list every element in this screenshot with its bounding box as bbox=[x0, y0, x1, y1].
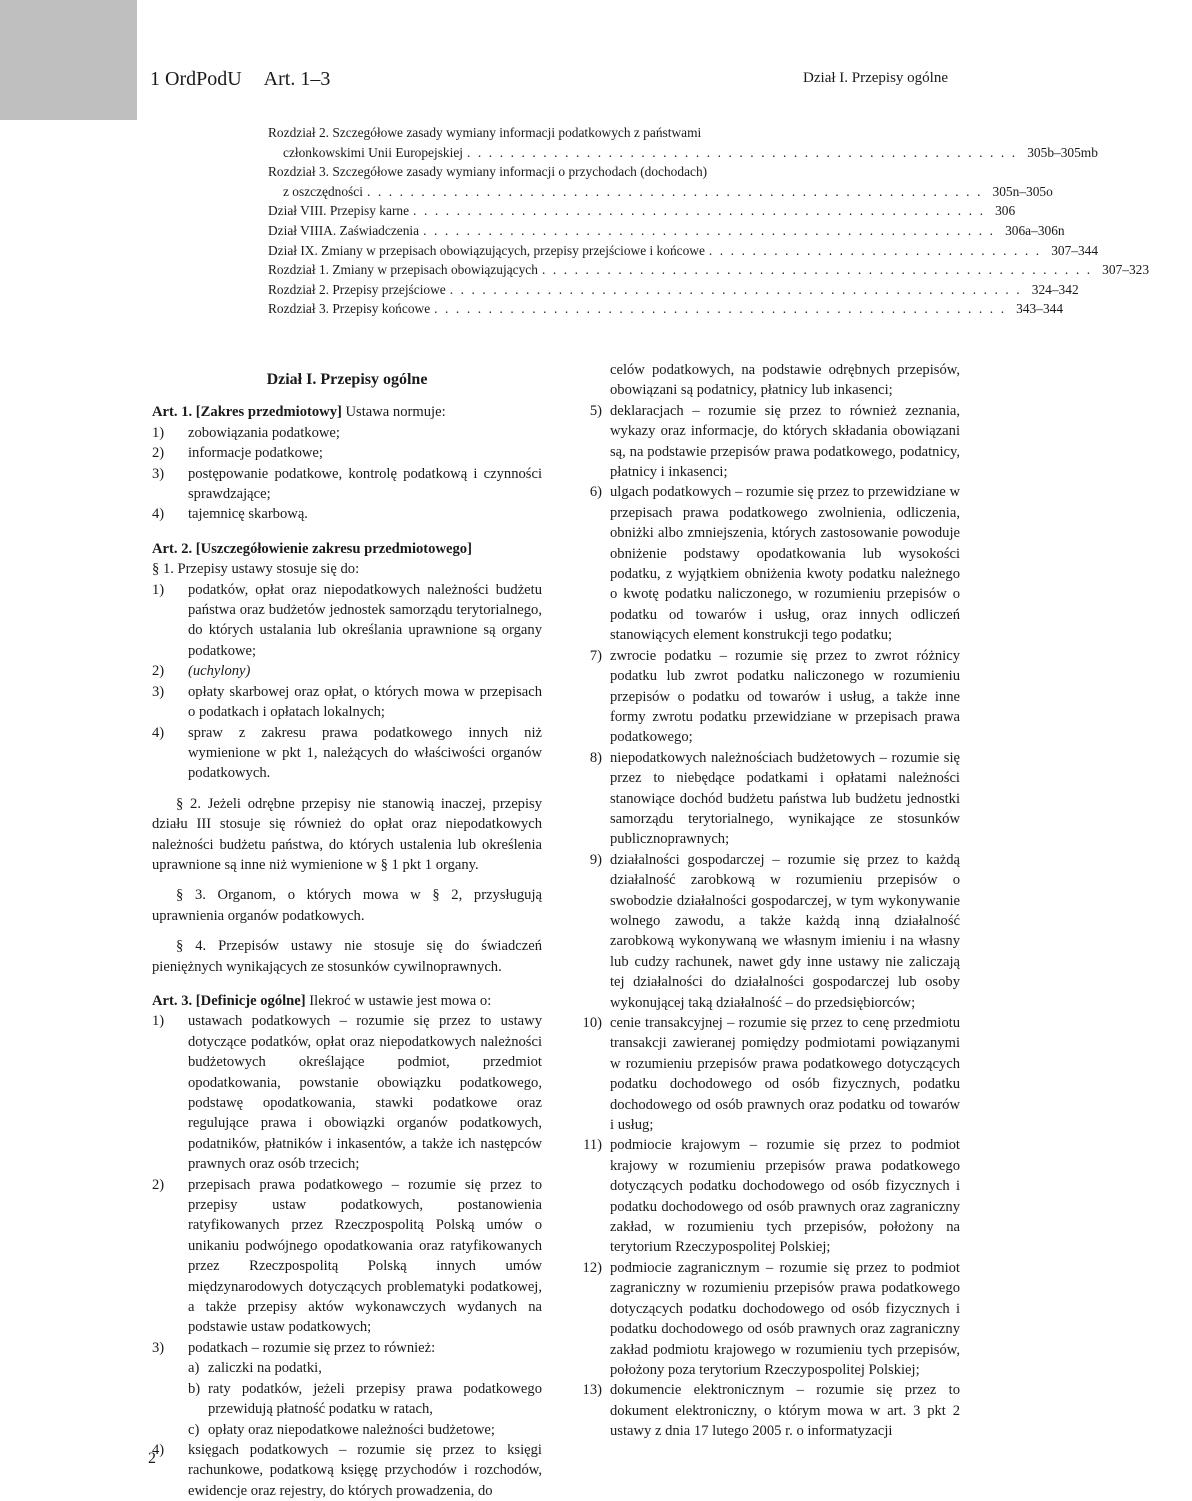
toc-page: 307–323 bbox=[1102, 262, 1150, 278]
continued-text: celów podatkowych, na podstawie odrębnych przepisów, obowiązani są podatnicy, płatnicy lub inkasenci; bbox=[610, 362, 960, 399]
toc-entry-title: Dział VIII. Przepisy karne bbox=[268, 203, 410, 219]
page-corner-tab bbox=[0, 0, 137, 120]
sub-list-item bbox=[188, 1379, 542, 1420]
list-item bbox=[152, 423, 542, 443]
item-number: 7) bbox=[589, 647, 602, 664]
item-number: 12) bbox=[582, 1259, 602, 1276]
list-item bbox=[152, 1011, 542, 1174]
item-number: 2) bbox=[152, 1176, 165, 1193]
article-number: 3. bbox=[181, 992, 193, 1009]
paragraph-4: § 4. Przepisów ustawy nie stosuje się do świadczeń pieniężnych wynikających ze stosunków cywilnoprawnych. bbox=[152, 938, 542, 975]
toc-entry-line: Rozdział 3. Szczegółowe zasady wymiany informacji o przychodach (dochodach) bbox=[268, 164, 708, 180]
item-text: cenie transakcyjnej – rozumie się przez to cenę przedmiotu transakcji zawieranej pomiędzy podmiotami powiązanymi w rozumieniu przepisów prawa podatkowego dotyczących podatku dochodowego od osób fizycznych, podatku dochodowego od osób prawnych oraz podatku od towarów i usług; bbox=[610, 1015, 960, 1134]
paragraph-1-intro: § 1. Przepisy ustawy stosuje się do: bbox=[152, 561, 360, 578]
list-item bbox=[568, 646, 960, 748]
toc-leader: . . . . . . . . . . . . . . . . . . . . . . . . . . . . . . . . . . . . . . . . . . . . . . . . . . . . . . . . . bbox=[366, 183, 983, 199]
article-range: Art. 1–3 bbox=[263, 68, 331, 90]
act-abbreviation: 1 OrdPodU bbox=[150, 68, 242, 90]
article-title: [Zakres przedmiotowy] bbox=[195, 404, 342, 421]
item-text: działalności gospodarczej – rozumie się przez to każdą działalność zarobkową w rozumieniu przepisów o swobodzie działalności gospodarczej, w tym wykonywanie wolnego zawodu, a także każdą inną działalność zarobkową wykonywaną we własnym imieniu i na własny lub cudzy rachunek, nawet gdy inne ustawy nie zaliczają tej działalności do działalności gospodarczej lub osoby wykonującej taką działalność – do przedsiębiorców; bbox=[610, 851, 960, 1011]
item-text: zobowiązania podatkowe; bbox=[188, 424, 340, 441]
item-number: 3) bbox=[152, 683, 165, 700]
section-heading: Dział I. Przepisy ogólne bbox=[266, 371, 428, 388]
toc-page: 306 bbox=[995, 203, 1016, 219]
item-text: zwrocie podatku – rozumie się przez to zwrot różnicy podatku lub zwrot podatku naliczonego w rozumieniu przepisów o podatku od towarów i usług, a także inne formy zwrotu podatku przewidziane w przepisach prawa podatkowego; bbox=[610, 647, 960, 746]
running-header-left bbox=[150, 68, 330, 91]
toc-entry-title: Rozdział 3. Przepisy końcowe bbox=[268, 301, 431, 317]
toc-page: 306a–306n bbox=[1005, 222, 1065, 238]
running-header-right: Dział I. Przepisy ogólne bbox=[803, 70, 948, 86]
left-column bbox=[152, 360, 542, 1501]
toc-entry bbox=[268, 280, 1079, 300]
item-number: 1) bbox=[152, 424, 165, 441]
right-column bbox=[568, 360, 960, 1442]
toc-entry-title: Rozdział 2. Przepisy przejściowe bbox=[268, 281, 446, 297]
item-number: 2) bbox=[152, 445, 165, 462]
list-item bbox=[568, 748, 960, 850]
toc-entry bbox=[268, 221, 1065, 241]
article-label: Art. bbox=[152, 540, 178, 557]
list-item bbox=[152, 723, 542, 784]
subitem-letter: b) bbox=[188, 1380, 201, 1397]
subitem-text: zaliczki na podatki, bbox=[208, 1360, 322, 1377]
article-title: [Uszczegółowienie zakresu przedmiotowego] bbox=[195, 540, 472, 557]
toc-leader: . . . . . . . . . . . . . . . . . . . . . . . . . . . . . . . . . . . . . . . . . . . . . . . . . . . . . bbox=[449, 281, 1022, 297]
item-number: 9) bbox=[589, 851, 602, 868]
item-number: 6) bbox=[589, 484, 602, 501]
list-item bbox=[568, 1135, 960, 1257]
toc-page: 324–342 bbox=[1031, 281, 1079, 297]
article-1-heading bbox=[152, 402, 542, 422]
item-text: przepisach prawa podatkowego – rozumie się przez to przepisy ustaw podatkowych, postanowienia ratyfikowanych przez Rzeczpospolitą Polską umów o unikaniu podwójnego opodatkowania oraz ratyfikowanych przez Rzeczpospolitą Polską innych umów międzynarodowych dotyczących problematyki podatkowej, a także przepisy aktów wykonawczych wydanych na podstawie ustaw podatkowych; bbox=[188, 1176, 542, 1336]
item-number: 3) bbox=[152, 465, 165, 482]
toc-page: 305b–305mb bbox=[1027, 144, 1098, 160]
table-of-contents bbox=[268, 123, 1150, 319]
article-3-heading bbox=[152, 991, 542, 1011]
article-number: 1. bbox=[181, 404, 193, 421]
toc-leader: . . . . . . . . . . . . . . . . . . . . . . . . . . . . . . . . . . . . . . . . . . . . . . . . . . . . . bbox=[423, 222, 996, 238]
item-number: 4) bbox=[152, 1441, 165, 1458]
item-number: 3) bbox=[152, 1339, 165, 1356]
article-title: [Definicje ogólne] bbox=[195, 992, 306, 1009]
subitem-text: raty podatków, jeżeli przepisy prawa podatkowego przewidują płatność podatku w ratach, bbox=[208, 1380, 542, 1418]
item-text: (uchylony) bbox=[188, 663, 251, 680]
list-item bbox=[152, 580, 542, 662]
item-number: 13) bbox=[582, 1382, 602, 1399]
list-item bbox=[152, 1440, 542, 1501]
toc-entry bbox=[268, 241, 1099, 261]
item-text: ulgach podatkowych – rozumie się przez to przewidziane w przepisach prawa podatkowego zwolnienia, odliczenia, obniżki albo zmniejszenia, których zastosowanie powoduje obniżenie podstawy opodatkowania lub wysokości podatku, z wyjątkiem obniżenia kwoty podatku należnego o kwotę podatku naliczonego, w rozumieniu przepisów o podatku od towarów i usług, oraz innych odliczeń stanowiących element konstrukcji tego podatku; bbox=[610, 484, 960, 644]
toc-leader: . . . . . . . . . . . . . . . . . . . . . . . . . . . . . . . . . . . . . . . . . . . . . . . . . . . . . bbox=[434, 301, 1007, 317]
subitem-letter: a) bbox=[188, 1360, 200, 1377]
article-label: Art. bbox=[152, 992, 178, 1009]
subitem-text: opłaty oraz niepodatkowe należności budżetowe; bbox=[208, 1421, 495, 1438]
list-item bbox=[568, 482, 960, 645]
article-label: Art. bbox=[152, 404, 178, 421]
list-item bbox=[152, 504, 542, 524]
item-number: 1) bbox=[152, 1013, 165, 1030]
item-number: 1) bbox=[152, 581, 165, 598]
list-item bbox=[152, 661, 542, 681]
list-item bbox=[152, 1175, 542, 1338]
toc-entry-line: Rozdział 2. Szczegółowe zasady wymiany informacji podatkowych z państwami bbox=[268, 125, 702, 140]
item-text: postępowanie podatkowe, kontrolę podatkową i czynności sprawdzające; bbox=[188, 465, 542, 503]
list-item bbox=[152, 682, 542, 723]
item-number: 10) bbox=[582, 1015, 602, 1031]
list-item bbox=[568, 1013, 960, 1135]
item-number: 8) bbox=[589, 749, 602, 766]
toc-entry-title: Rozdział 1. Zmiany w przepisach obowiązujących bbox=[268, 262, 538, 278]
toc-leader: . . . . . . . . . . . . . . . . . . . . . . . . . . . . . . . bbox=[708, 242, 1042, 258]
item-number: 4) bbox=[152, 506, 165, 523]
list-item bbox=[568, 1380, 960, 1441]
list-item bbox=[152, 464, 542, 505]
toc-page: 305n–305o bbox=[992, 183, 1053, 199]
subitem-letter: c) bbox=[188, 1421, 200, 1438]
page-number: 2 bbox=[148, 1450, 156, 1467]
toc-entry-title: członkowskimi Unii Europejskiej bbox=[283, 144, 464, 160]
toc-entry bbox=[268, 143, 1098, 163]
item-text: niepodatkowych należnościach budżetowych – rozumie się przez to niebędące podatkami i opłatami należności stanowiące dochód budżetu państwa lub budżetu jednostki samorządu terytorialnego, wynikające ze stosunków publicznoprawnych; bbox=[610, 749, 960, 848]
item-number: 5) bbox=[589, 402, 602, 419]
item-text: informacje podatkowe; bbox=[188, 445, 323, 462]
toc-entry-title: z oszczędności bbox=[283, 183, 363, 199]
toc-entry bbox=[268, 299, 1064, 319]
item-text: opłaty skarbowej oraz opłat, o których mowa w przepisach o podatkach i opłatach lokalnych; bbox=[188, 683, 542, 721]
list-item bbox=[568, 850, 960, 1013]
item-text: spraw z zakresu prawa podatkowego innych niż wymienione w pkt 1, należących do właściwości organów podatkowych. bbox=[188, 724, 542, 782]
toc-page: 307–344 bbox=[1051, 242, 1099, 258]
toc-entry bbox=[268, 201, 1016, 221]
toc-leader: . . . . . . . . . . . . . . . . . . . . . . . . . . . . . . . . . . . . . . . . . . . . . . . . . . . bbox=[467, 144, 1018, 160]
paragraph-2: § 2. Jeżeli odrębne przepisy nie stanowią inaczej, przepisy działu III stosuje się również do opłat oraz niepodatkowych należności budżetu państwa, do których ustalenia lub określenia uprawnione są inne niż wymienione w § 1 pkt 1 organy. bbox=[152, 795, 542, 873]
toc-entry-title: Dział VIIIA. Zaświadczenia bbox=[268, 222, 420, 238]
toc-page: 343–344 bbox=[1016, 301, 1064, 317]
toc-entry-title: Dział IX. Zmiany w przepisach obowiązujących, przepisy przejściowe i końcowe bbox=[268, 242, 705, 258]
list-item bbox=[152, 1338, 542, 1358]
item-text: podmiocie zagranicznym – rozumie się przez to podmiot zagraniczny w rozumieniu przepisów prawa podatkowego dotyczących podatku dochodowego od osób fizycznych i podatku dochodowego od osób prawnych oraz zagraniczny zakład podmiotu krajowego w rozumieniu tych przepisów, położony poza terytorium Rzeczypospolitej Polskiej; bbox=[610, 1259, 960, 1378]
item-text: dokumencie elektronicznym – rozumie się przez to dokument elektroniczny, o którym mowa w art. 3 pkt 2 ustawy z dnia 17 lutego 2005 r. o informatyzacji bbox=[610, 1382, 960, 1440]
item-text: księgach podatkowych – rozumie się przez to księgi rachunkowe, podatkową księgę przychodów i rozchodów, ewidencje oraz rejestry, do których prowadzenia, do bbox=[188, 1441, 542, 1499]
item-number: 4) bbox=[152, 724, 165, 741]
item-text: podmiocie krajowym – rozumie się przez to podmiot krajowy w rozumieniu przepisów prawa podatkowego dotyczących podatku dochodowego od osób fizycznych i podatku dochodowego od osób prawnych oraz zagraniczny zakład, w rozumieniu tych przepisów, położony na terytorium Rzeczypospolitej Polskiej; bbox=[610, 1137, 960, 1256]
toc-leader: . . . . . . . . . . . . . . . . . . . . . . . . . . . . . . . . . . . . . . . . . . . . . . . . . . . . . bbox=[413, 203, 986, 219]
item-number: 2) bbox=[152, 663, 165, 680]
sub-list-item bbox=[188, 1420, 542, 1440]
article-2-heading bbox=[152, 539, 542, 559]
sub-list-item bbox=[188, 1358, 542, 1378]
list-item bbox=[568, 1258, 960, 1380]
article-number: 2. bbox=[181, 540, 193, 557]
article-intro: Ilekroć w ustawie jest mowa o: bbox=[309, 992, 492, 1009]
item-text: podatków, opłat oraz niepodatkowych należności budżetu państwa oraz budżetów jednostek samorządu terytorialnego, do których ustalania lub określania uprawnione są organy podatkowe; bbox=[188, 581, 542, 659]
item-text: deklaracjach – rozumie się przez to również zeznania, wykazy oraz informacje, do których składania obowiązani są, na podstawie przepisów prawa podatkowego, podatnicy, płatnicy i inkasenci; bbox=[610, 402, 960, 481]
toc-entry bbox=[268, 182, 1053, 202]
toc-leader: . . . . . . . . . . . . . . . . . . . . . . . . . . . . . . . . . . . . . . . . . . . . . . . . . . . bbox=[541, 262, 1093, 278]
item-number: 11) bbox=[583, 1137, 602, 1154]
item-text: ustawach podatkowych – rozumie się przez to ustawy dotyczące podatków, opłat oraz niepodatkowych należności budżetowych określające podmiot, przedmiot opodatkowania, powstanie obowiązku podatkowego, podstawę opodatkowania, stawki podatkowe oraz regulujące prawa i obowiązki organów podatkowych, podatników, płatników i inkasentów, a także ich następców prawnych oraz osób trzecich; bbox=[188, 1013, 542, 1173]
list-item bbox=[568, 401, 960, 483]
article-intro: Ustawa normuje: bbox=[345, 404, 446, 421]
item-text: tajemnicę skarbową. bbox=[188, 506, 308, 523]
list-item bbox=[152, 443, 542, 463]
item-text: podatkach – rozumie się przez to również: bbox=[188, 1339, 436, 1356]
paragraph-3: § 3. Organom, o których mowa w § 2, przysługują uprawnienia organów podatkowych. bbox=[152, 887, 542, 924]
toc-entry bbox=[268, 260, 1150, 280]
